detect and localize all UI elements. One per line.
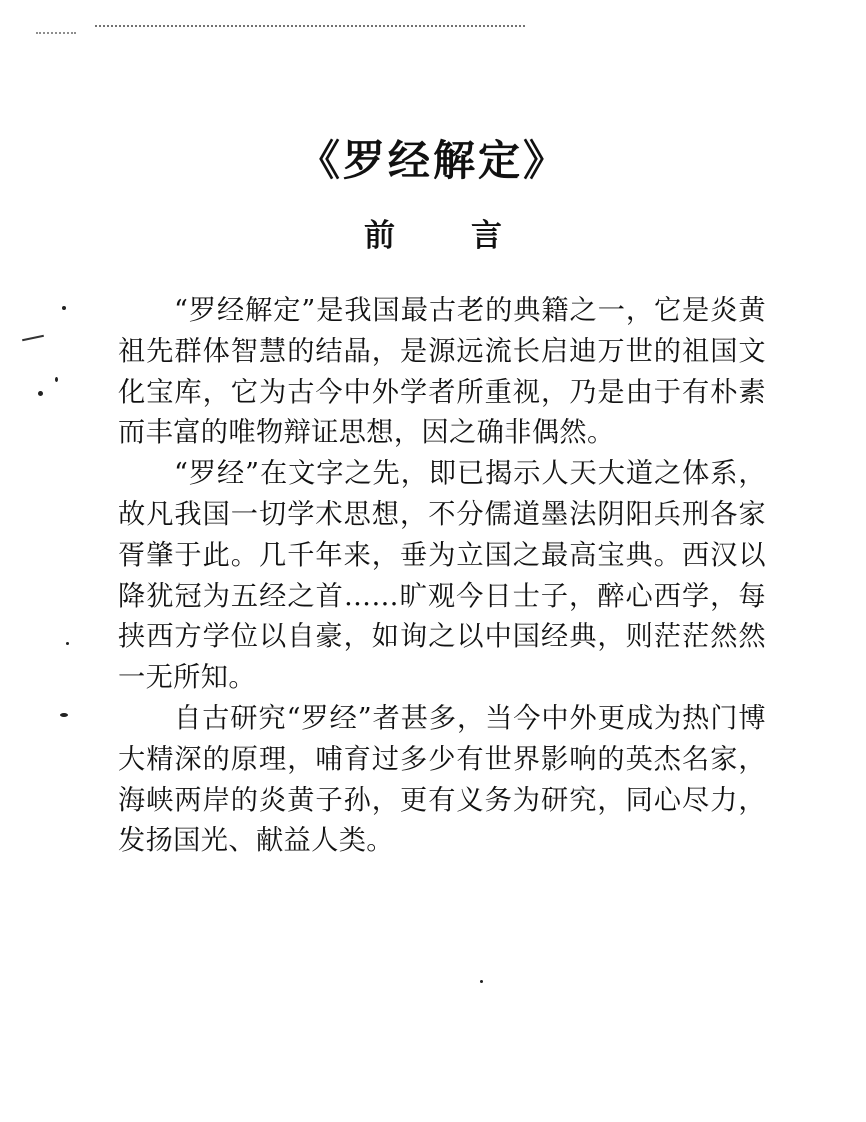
paragraph-1: “罗经解定”是我国最古老的典籍之一，它是炎黄祖先群体智慧的结晶，是源远流长启迪万世的祖国文化宝库，它为古今中外学者所重视，乃是由于有朴素而丰富的唯物辩证思想，因之确非偶然。 xyxy=(118,295,766,449)
paragraph-3: 自古研究“罗经”者甚多，当今中外更成为热门博大精深的原理，哺育过多少有世界影响的英杰名家，海峡两岸的炎黄子孙，更有义务为研究，同心尽力，发扬国光、献益人类。 xyxy=(118,702,766,857)
section-heading xyxy=(0,210,866,255)
paragraph-2: “罗经”在文字之先，即已揭示人天大道之体系，故凡我国一切学术思想，不分儒道墨法阴阳兵刑各家胥肇于此。几千年来，垂为立国之最高宝典。西汉以降犹冠为五经之首……旷观今日士子，醉心西学，每挟西方学位以自豪，如询之以中国经典，则茫茫然然一无所知。 xyxy=(118,458,766,694)
scan-speck xyxy=(22,335,44,342)
scan-speck xyxy=(38,391,43,396)
scan-speck xyxy=(60,713,68,717)
scan-speck xyxy=(55,377,58,382)
scan-top-rule xyxy=(95,25,525,27)
page-title: 《罗经解定》 xyxy=(297,136,568,185)
scan-edge-mark xyxy=(36,32,76,34)
scan-speck xyxy=(62,306,66,310)
scan-speck xyxy=(66,642,69,645)
section-heading-char-1: 前 xyxy=(364,218,395,254)
preface-body xyxy=(118,291,766,862)
scan-speck xyxy=(480,980,483,983)
section-heading-char-2: 言 xyxy=(471,218,502,254)
